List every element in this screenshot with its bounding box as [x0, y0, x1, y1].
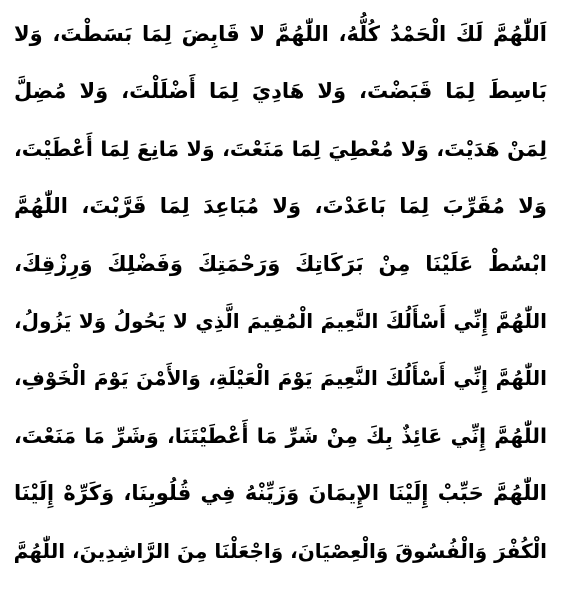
text-line-8: اللّٰهُمَّ إِنِّي عَائِذٌ بِكَ مِنْ شَرِّ مَا أَعْطَيْتَنَا، وَشَرِّ مَا مَنَعْتَ، — [14, 423, 547, 448]
text-line-2: بَاسِطَ لِمَا قَبَضْتَ، وَلا هَادِيَ لِمَا أَضْلَلْتَ، وَلا مُضِلَّ — [14, 79, 547, 104]
text-line-10: الْكُفْرَ وَالْفُسُوقَ وَالْعِصْيَانَ، وَاجْعَلْنَا مِنَ الرَّاشِدِينَ، اللّٰهُمَّ — [14, 538, 547, 563]
text-line-9: اللّٰهُمَّ حَبِّبْ إِلَيْنَا الإِيمَانَ وَزَيِّنْهُ فِي قُلُوبِنَا، وَكَرِّهْ إِلَيْنَا — [14, 481, 547, 506]
text-line-1: اَللّٰهُمَّ لَكَ الْحَمْدُ كُلُّهُ، اللّٰهُمَّ لا قَابِضَ لِمَا بَسَطْتَ، وَلا — [14, 22, 547, 46]
text-line-4: وَلا مُقَرِّبَ لِمَا بَاعَدْتَ، وَلا مُبَاعِدَ لِمَا قَرَّبْتَ، اللّٰهُمَّ — [14, 194, 547, 219]
text-line-6: اللّٰهُمَّ إِنِّي أَسْأَلُكَ النَّعِيمَ الْمُقِيمَ الَّذِي لا يَحُولُ وَلا يَزُولُ، — [14, 308, 547, 333]
text-line-3: لِمَنْ هَدَيْتَ، وَلا مُعْطِيَ لِمَا مَنَعْتَ، وَلا مَانِعَ لِمَا أَعْطَيْتَ، — [14, 136, 547, 161]
arabic-text-block — [14, 6, 547, 580]
text-line-5: ابْسُطْ عَلَيْنَا مِنْ بَرَكَاتِكَ وَرَحْمَتِكَ وَفَضْلِكَ وَرِزْقِكَ، — [14, 251, 547, 276]
text-line-7: اللّٰهُمَّ إِنِّي أَسْأَلُكَ النَّعِيمَ يَوْمَ الْعَيْلَةِ، وَالأَمْنَ يَوْمَ الْخَوْفِ، — [14, 366, 547, 391]
